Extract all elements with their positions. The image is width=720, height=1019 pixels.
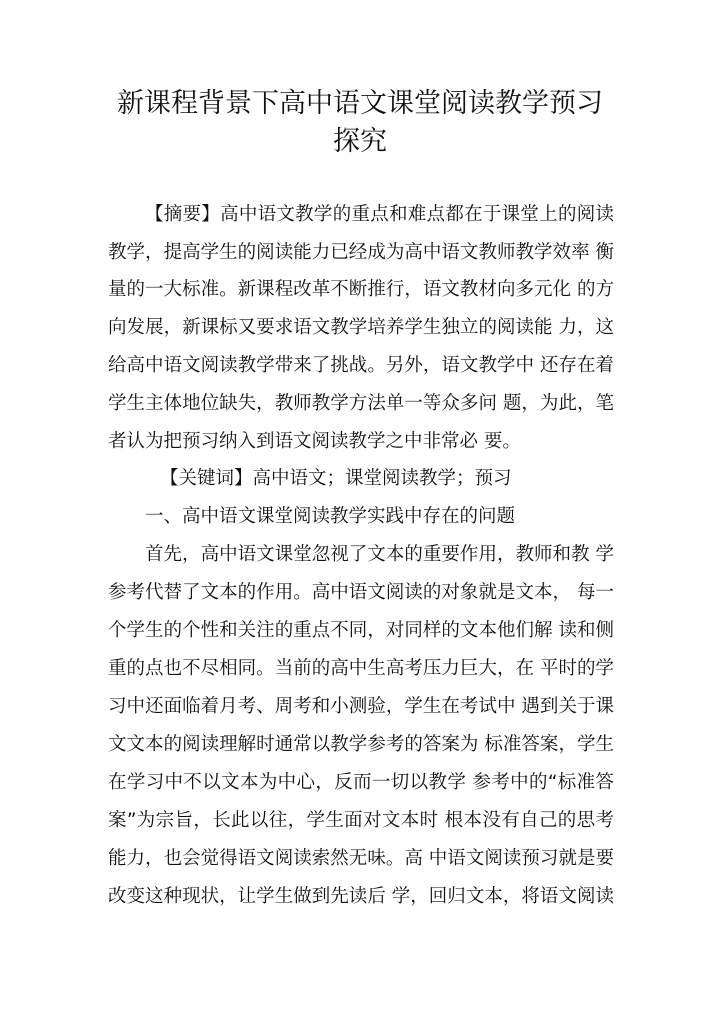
body-line: 案”为宗旨，长此以往，学生面对文本时 根本没有自己的思考	[108, 810, 614, 831]
keywords-line: 【关键词】高中语文；课堂阅读教学；预习	[160, 468, 512, 489]
body-line: 习中还面临着月考、周考和小测验，学生在考试中 遇到关于课	[108, 696, 614, 717]
body-line: 参考代替了文本的作用。高中语文阅读的对象就是文本， 每一	[108, 582, 614, 603]
abstract-line: 学生主体地位缺失，教师教学方法单一等众多问 题，为此，笔	[108, 393, 614, 414]
body-line: 文文本的阅读理解时通常以教学参考的答案为 标准答案，学生	[108, 734, 614, 755]
document-title-line-2: 探究	[333, 126, 387, 157]
body-line: 首先，高中语文课堂忽视了文本的重要作用，教师和教 学	[145, 544, 614, 565]
body-line: 能力，也会觉得语文阅读索然无味。高 中语文阅读预习就是要	[108, 848, 614, 869]
body-line: 重的点也不尽相同。当前的高中生高考压力巨大，在 平时的学	[108, 658, 614, 679]
abstract-line: 给高中语文阅读教学带来了挑战。另外，语文教学中 还存在着	[108, 355, 614, 376]
abstract-line: 【摘要】高中语文教学的重点和难点都在于课堂上的阅读	[145, 204, 614, 225]
body-line: 改变这种现状，让学生做到先读后 学，回归文本，将语文阅读	[108, 886, 614, 907]
abstract-line: 向发展，新课标又要求语文教学培养学生独立的阅读能 力，这	[108, 317, 614, 338]
abstract-line: 量的一大标准。新课程改革不断推行，语文教材向多元化 的方	[108, 279, 614, 300]
abstract-line: 教学，提高学生的阅读能力已经成为高中语文教师教学效率 衡	[108, 242, 614, 263]
section-heading: 一、高中语文课堂阅读教学实践中存在的问题	[145, 506, 516, 527]
document-title-line-1: 新课程背景下高中语文课堂阅读教学预习	[117, 88, 603, 119]
body-line: 个学生的个性和关注的重点不同，对同样的文本他们解 读和侧	[108, 620, 614, 641]
body-line: 在学习中不以文本为中心，反而一切以教学 参考中的“标准答	[108, 772, 614, 793]
abstract-line: 者认为把预习纳入到语文阅读教学之中非常必 要。	[108, 431, 521, 452]
